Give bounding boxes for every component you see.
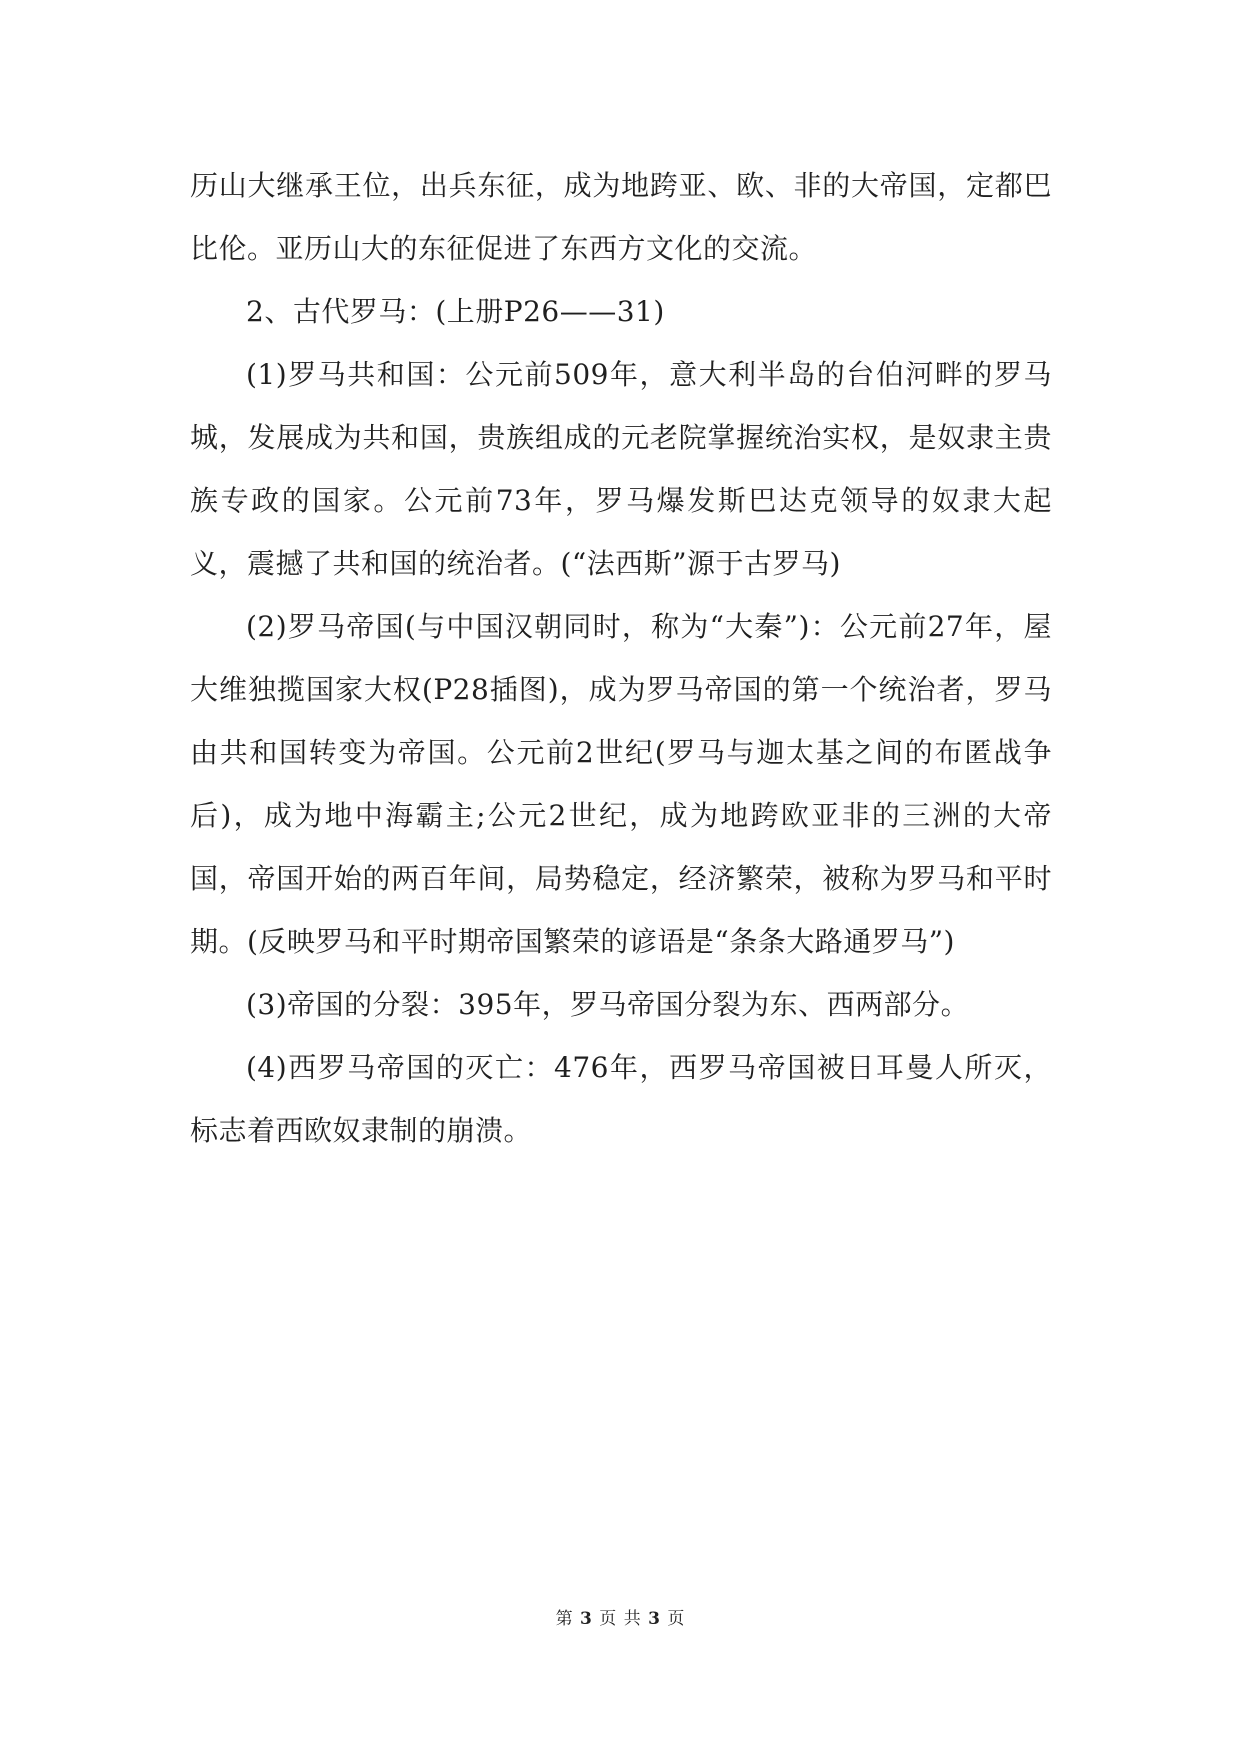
footer-middle: 页 共 (599, 1609, 642, 1629)
paragraph-4-roman-empire: (2)罗马帝国(与中国汉朝同时，称为“大秦”)：公元前27年，屋大维独揽国家大权(P28插图)，成为罗马帝国的第一个统治者，罗马由共和国转变为帝国。公元前2世纪(罗马与迦太基之间的布匿战争后)，成为地中海霸主;公元2世纪，成为地跨欧亚非的三洲的大帝国，帝国开始的两百年间，局势稳定，经济繁荣，被称为罗马和平时期。(反映罗马和平时期帝国繁荣的谚语是“条条大路通罗马”) (190, 610, 1052, 958)
paragraph-5-empire-split: (3)帝国的分裂：395年，罗马帝国分裂为东、西两部分。 (246, 988, 970, 1021)
footer-suffix: 页 (667, 1609, 686, 1629)
total-pages-number: 3 (648, 1609, 661, 1629)
paragraph-6-western-empire-fall: (4)西罗马帝国的灭亡：476年，西罗马帝国被日耳曼人所灭，标志着西欧奴隶制的崩溃。 (190, 1051, 1052, 1147)
current-page-number: 3 (580, 1609, 593, 1629)
paragraph-2-heading-ancient-rome: 2、古代罗马：(上册P26——31) (246, 295, 665, 328)
document-body (190, 154, 1052, 1162)
paragraph-1: 历山大继承王位，出兵东征，成为地跨亚、欧、非的大帝国，定都巴比伦。亚历山大的东征促进了东西方文化的交流。 (190, 169, 1052, 265)
page-footer (0, 1604, 1241, 1629)
paragraph-3-roman-republic: (1)罗马共和国：公元前509年，意大利半岛的台伯河畔的罗马城，发展成为共和国，贵族组成的元老院掌握统治实权，是奴隶主贵族专政的国家。公元前73年，罗马爆发斯巴达克领导的奴隶大起义，震撼了共和国的统治者。(“法西斯”源于古罗马) (190, 358, 1052, 580)
footer-prefix: 第 (555, 1609, 574, 1629)
